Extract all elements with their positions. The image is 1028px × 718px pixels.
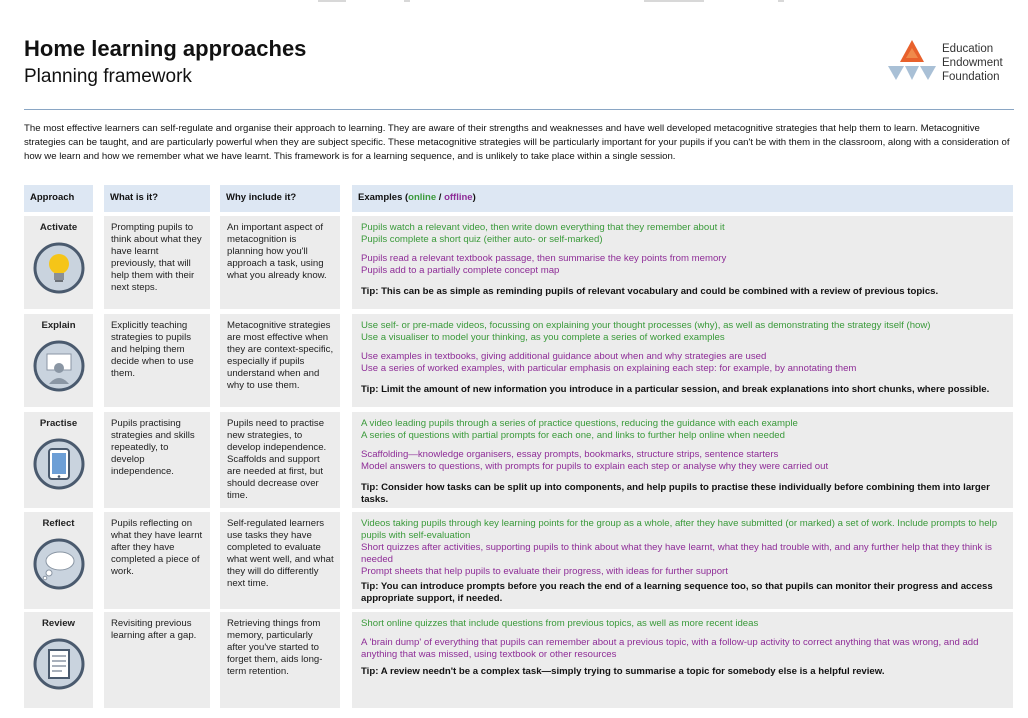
offline-example: Scaffolding—knowledge organisers, essay prompts, bookmarks, structure strips, sentence starters xyxy=(361,449,779,460)
tip-text: Tip: Consider how tasks can be split up into components, and help pupils to practise these individually before combining them into larger tasks. xyxy=(361,482,990,505)
offline-example: Use a series of worked examples, with particular emphasis on explaining each step: for example, by annotating them xyxy=(361,363,857,374)
row-review-examples xyxy=(352,612,1013,708)
lightbulb-icon xyxy=(33,242,85,294)
approach-label: Reflect xyxy=(42,518,75,529)
row-activate-approach xyxy=(24,216,93,309)
offline-example: Prompt sheets that help pupils to evaluate their progress, with ideas for further support xyxy=(361,566,728,577)
logo-line-3: Foundation xyxy=(942,71,1000,83)
row-reflect-approach xyxy=(24,512,93,609)
row-reflect-why: Self-regulated learners use tasks they have completed to evaluate what went well, and what they will do differently next time. xyxy=(220,512,340,609)
tablet-icon xyxy=(33,438,85,490)
tip-text: Tip: A review needn't be a complex task—simply trying to summarise a topic for somebody else is a helpful review. xyxy=(361,666,885,677)
approach-label: Activate xyxy=(39,222,78,233)
header-what-is-it: What is it? xyxy=(104,185,210,212)
header-divider xyxy=(24,109,1014,110)
row-practise-approach xyxy=(24,412,93,508)
row-reflect-examples xyxy=(352,512,1013,609)
approach-label: Review xyxy=(41,618,76,629)
online-example: Pupils watch a relevant video, then write down everything that they remember about it xyxy=(361,222,725,233)
offline-example: Pupils add to a partially complete concept map xyxy=(361,265,560,276)
online-example: Short quizzes after activities, supporting pupils to think about what they have learnt, what they had trouble with, and any further help that they think is needed xyxy=(361,542,992,565)
row-activate-what: Prompting pupils to think about what they have learnt previously, that will help them with their next steps. xyxy=(104,216,210,309)
row-explain-what: Explicitly teaching strategies to pupils and helping them decide when to use them. xyxy=(104,314,210,407)
online-example: Pupils complete a short quiz (either auto- or self-marked) xyxy=(361,234,603,245)
tip-text: Tip: You can introduce prompts before you reach the end of a learning sequence too, so that pupils can monitor their progress and access appropriate support, if needed. xyxy=(361,581,993,604)
header-examples xyxy=(352,185,1013,212)
header-approach: Approach xyxy=(24,185,93,212)
thought-bubble-icon xyxy=(33,538,85,590)
legend-separator: / xyxy=(436,192,445,203)
online-example: Videos taking pupils through key learning points for the group as a whole, after they have submitted (or marked) a set of work. Include prompts to help pupils with self-evaluation xyxy=(361,518,998,541)
row-explain-examples xyxy=(352,314,1013,407)
row-review-what: Revisiting previous learning after a gap. xyxy=(104,612,210,708)
page-title: Home learning approaches xyxy=(24,36,307,61)
approach-label: Practise xyxy=(39,418,78,429)
tip-text: Tip: This can be as simple as reminding pupils of relevant vocabulary and could be combined with a review of previous topics. xyxy=(361,286,939,297)
offline-example: A 'brain dump' of everything that pupils can remember about a previous topic, with a follow-up activity to correct anything that was wrong, and add anything that was missed, using textbook or other resources xyxy=(361,637,979,660)
online-example: Short online quizzes that include questions from previous topics, as well as more recent ideas xyxy=(361,618,759,629)
online-example: A video leading pupils through a series of practice questions, reducing the guidance with each example xyxy=(361,418,798,429)
offline-example: Pupils read a relevant textbook passage, then summarise the key points from memory xyxy=(361,253,727,264)
intro-paragraph: The most effective learners can self-regulate and organise their approach to learning. They are aware of their strengths and weaknesses and have well developed metacognitive strategies that help them to learn. Metacognitive strategies can be taught, and are particularly powerful when they are subject specific. These metacognitive strategies will be particularly important for your pupils if you can't be with them in the classroom, along with a consideration of how we learn and how we remember what we have learnt. This framework is for a learning sequence, and is unlikely to take place within a single session. xyxy=(24,123,1010,162)
row-activate-examples xyxy=(352,216,1013,309)
row-practise-why: Pupils need to practise new strategies, to develop independence. Scaffolds and support are needed at first, but should decrease over time. xyxy=(220,412,340,508)
row-review-approach xyxy=(24,612,93,708)
online-legend: online xyxy=(408,192,437,203)
online-example: Use a visualiser to model your thinking, as you complete a series of worked examples xyxy=(361,332,725,343)
row-explain-approach xyxy=(24,314,93,407)
eef-logo xyxy=(888,38,1018,90)
logo-line-2: Endowment xyxy=(942,57,1003,69)
page-subtitle: Planning framework xyxy=(24,66,192,87)
logo-wordmark xyxy=(942,42,1003,84)
tip-text: Tip: Limit the amount of new information you introduce in a particular session, and break explanations into short chunks, where possible. xyxy=(361,384,990,395)
row-practise-what: Pupils practising strategies and skills repeatedly, to develop independence. xyxy=(104,412,210,508)
online-example: A series of questions with partial prompts for each one, and links to further help online when needed xyxy=(361,430,785,441)
row-activate-why: An important aspect of metacognition is planning how you'll approach a task, using what you already know. xyxy=(220,216,340,309)
eef-logo-icon xyxy=(888,38,938,84)
logo-line-1: Education xyxy=(942,43,994,55)
offline-example: Use examples in textbooks, giving additional guidance about when and why strategies are used xyxy=(361,351,767,362)
header-why-include-it: Why include it? xyxy=(220,185,340,212)
row-explain-why: Metacognitive strategies are most effective when they are context-specific, especially if pupils understand when and why to use them. xyxy=(220,314,340,407)
row-reflect-what: Pupils reflecting on what they have learnt after they have completed a piece of work. xyxy=(104,512,210,609)
top-edge-marks xyxy=(0,0,1028,6)
offline-legend: offline xyxy=(444,192,473,203)
notepad-icon xyxy=(33,638,85,690)
examples-label: Examples ( xyxy=(358,192,409,203)
row-review-why: Retrieving things from memory, particularly after you've started to forget them, aids long-term retention. xyxy=(220,612,340,708)
online-example: Use self- or pre-made videos, focussing on explaining your thought processes (why), as well as demonstrating the strategy itself (how) xyxy=(361,320,931,331)
offline-example: Model answers to questions, with prompts for pupils to explain each step or analyse why they were carried out xyxy=(361,461,829,472)
row-practise-examples xyxy=(352,412,1013,508)
approach-label: Explain xyxy=(41,320,76,331)
teacher-icon xyxy=(33,340,85,392)
examples-label-end: ) xyxy=(472,192,476,203)
